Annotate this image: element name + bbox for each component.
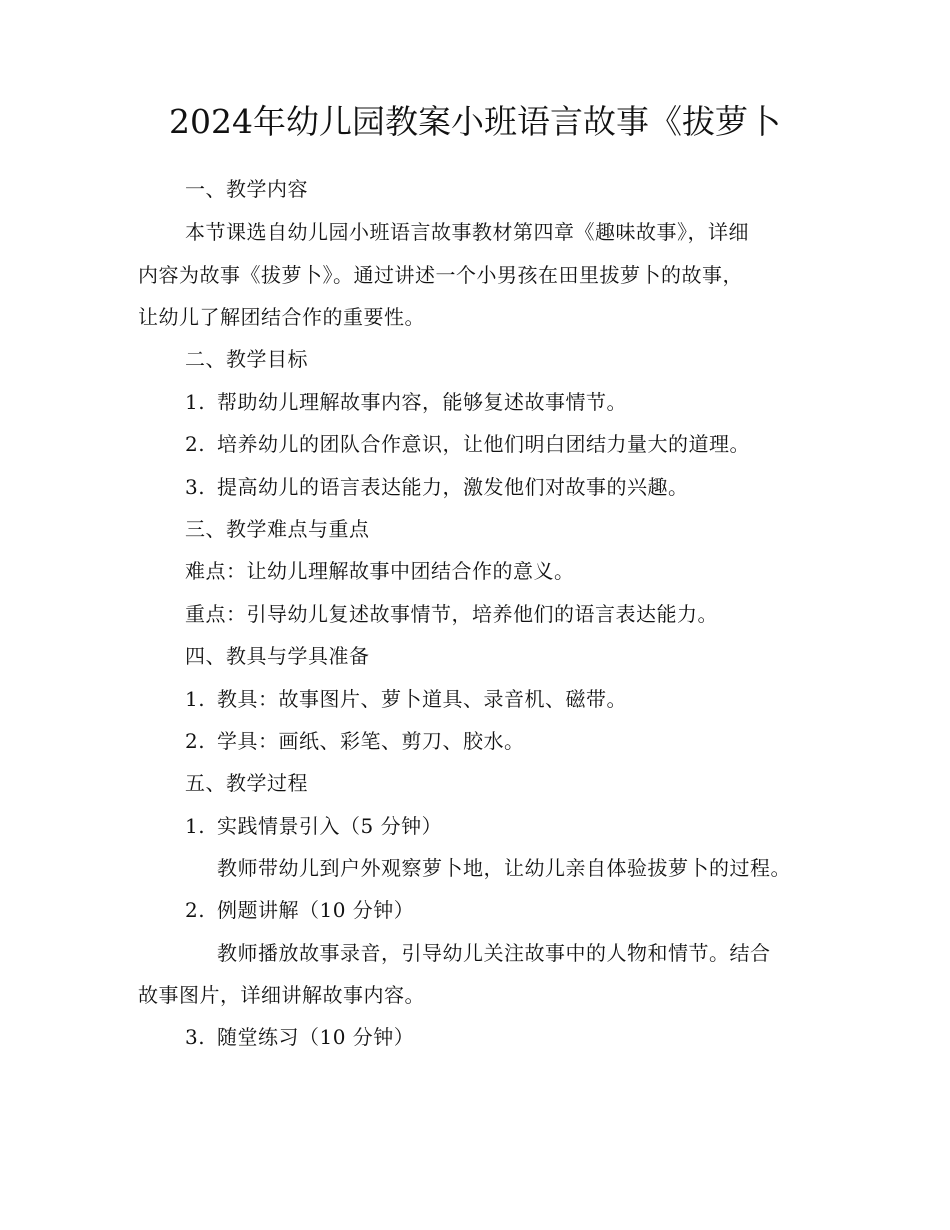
paragraph-line: 让幼儿了解团结合作的重要性。	[138, 305, 425, 329]
list-item-text: 实践情景引入（5 分钟）	[217, 814, 443, 838]
list-number: 1.	[185, 390, 206, 414]
paragraph-line: 难点：让幼儿理解故事中团结合作的意义。	[185, 559, 575, 583]
list-item-text: 培养幼儿的团队合作意识，让他们明白团结力量大的道理。	[217, 432, 750, 456]
list-number: 1.	[185, 687, 206, 711]
section-heading-key-points: 三、教学难点与重点	[185, 517, 370, 541]
list-item-text: 例题讲解（10 分钟）	[217, 898, 415, 922]
paragraph-line: 重点：引导幼儿复述故事情节，培养他们的语言表达能力。	[185, 602, 718, 626]
list-number: 3.	[185, 1025, 206, 1049]
paragraph-line: 教师播放故事录音，引导幼儿关注故事中的人物和情节。结合	[217, 941, 771, 965]
list-item	[185, 473, 689, 501]
list-item	[185, 388, 627, 416]
list-item-text: 帮助幼儿理解故事内容，能够复述故事情节。	[217, 390, 627, 414]
list-item	[185, 1023, 414, 1051]
paragraph-line: 教师带幼儿到户外观察萝卜地，让幼儿亲自体验拔萝卜的过程。	[217, 856, 791, 880]
section-heading-objectives: 二、教学目标	[185, 347, 308, 371]
list-item	[185, 727, 525, 755]
paragraph-line: 内容为故事《拔萝卜》。通过讲述一个小男孩在田里拔萝卜的故事，	[138, 263, 743, 287]
section-heading-materials: 四、教具与学具准备	[185, 644, 370, 668]
list-number: 2.	[185, 432, 206, 456]
list-item-text: 提高幼儿的语言表达能力，激发他们对故事的兴趣。	[217, 475, 689, 499]
paragraph-line: 故事图片，详细讲解故事内容。	[138, 983, 425, 1007]
list-item	[185, 430, 750, 458]
list-number: 2.	[185, 729, 206, 753]
list-item	[185, 812, 442, 840]
list-number: 1.	[185, 814, 206, 838]
list-item-text: 教具：故事图片、萝卜道具、录音机、磁带。	[217, 687, 627, 711]
list-item-text: 随堂练习（10 分钟）	[217, 1025, 415, 1049]
list-number: 2.	[185, 898, 206, 922]
list-item-text: 学具：画纸、彩笔、剪刀、胶水。	[217, 729, 525, 753]
paragraph-line: 本节课选自幼儿园小班语言故事教材第四章《趣味故事》，详细	[185, 220, 749, 244]
section-heading-process: 五、教学过程	[185, 771, 308, 795]
list-number: 3.	[185, 475, 206, 499]
list-item	[185, 685, 627, 713]
document-title: 2024年幼儿园教案小班语言故事《拔萝卜	[169, 102, 781, 141]
list-item	[185, 896, 414, 924]
section-heading-content: 一、教学内容	[185, 177, 308, 201]
